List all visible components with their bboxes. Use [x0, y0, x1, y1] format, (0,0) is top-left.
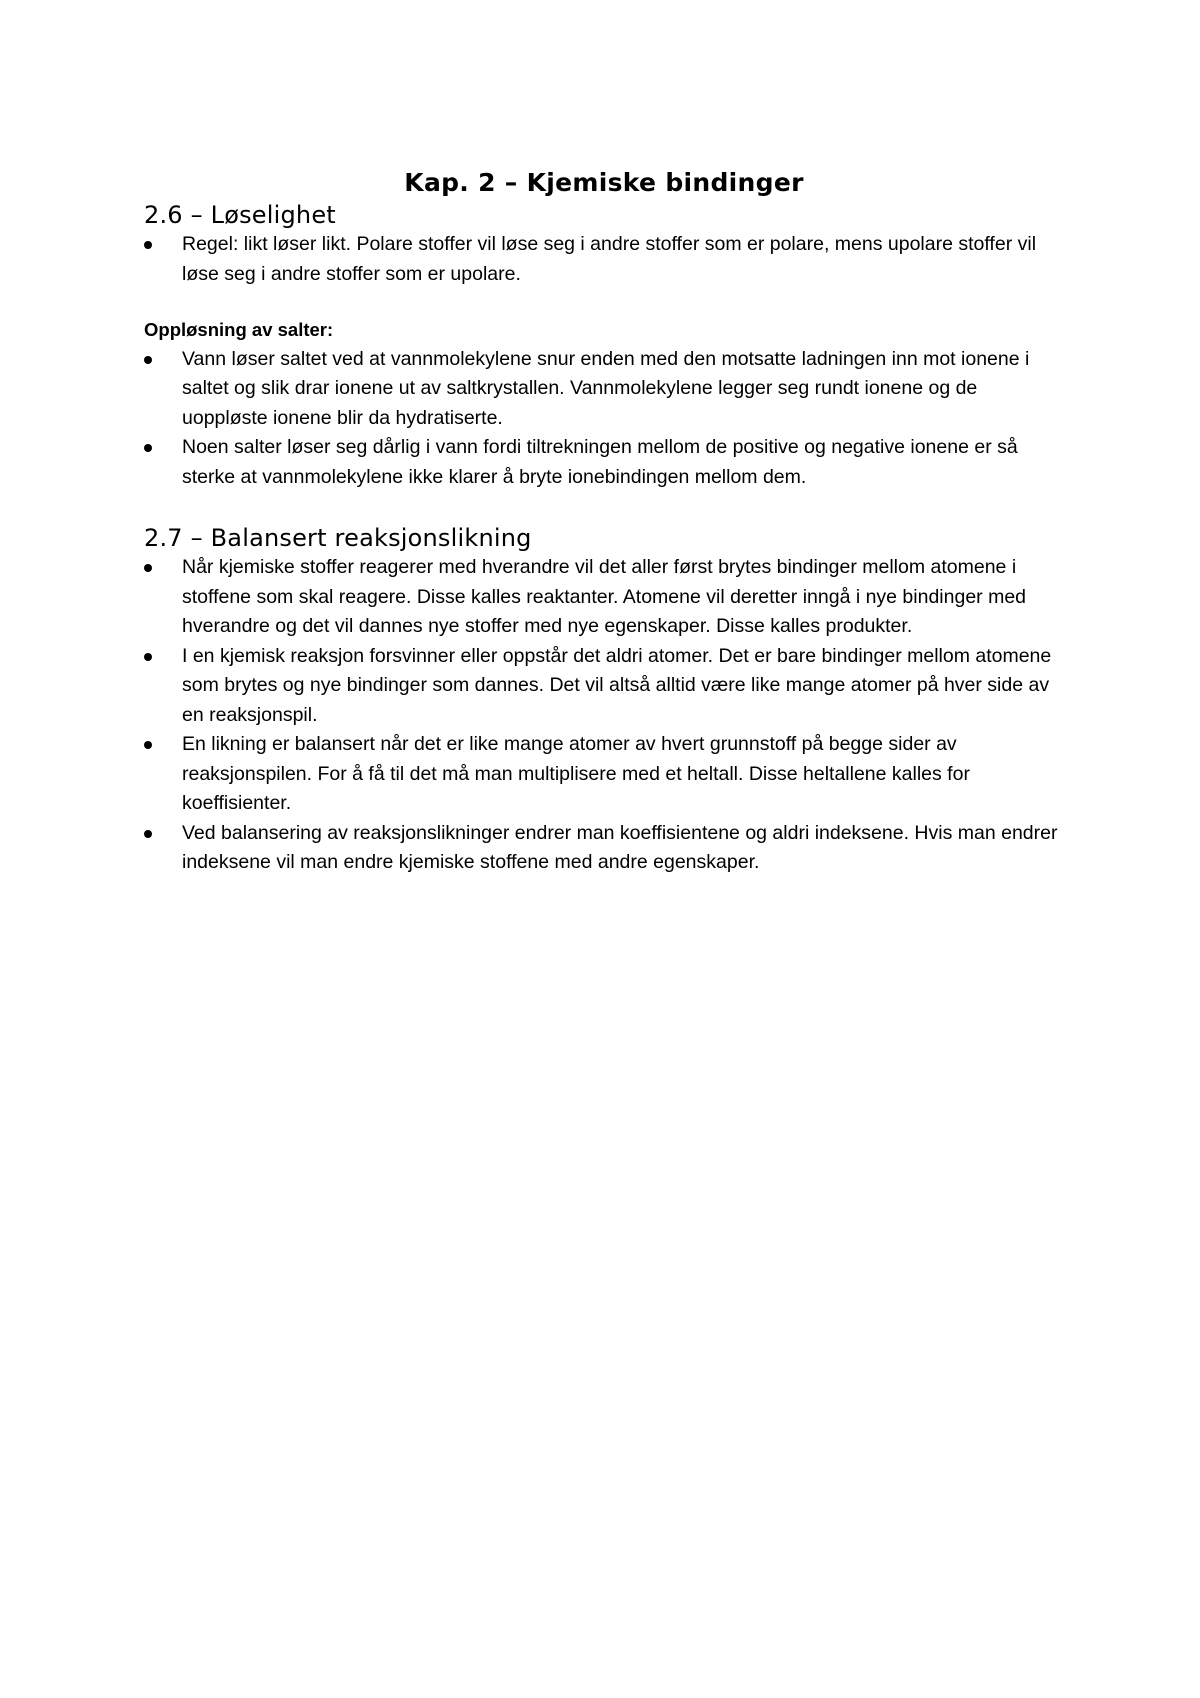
bullet-list-loselighet — [144, 230, 1064, 289]
list-item — [144, 433, 1064, 492]
section-heading-loselighet: 2.6 – Løselighet — [144, 201, 336, 229]
list-item-text: I en kjemisk reaksjon forsvinner eller oppstår det aldri atomer. Det er bare bindinger mellom atomene som brytes og nye bindinger som dannes. Det vil altså alltid være like mange atomer på hver side av en reaksjonspil. — [182, 644, 1052, 726]
list-item-text: Regel: likt løser likt. Polare stoffer vil løse seg i andre stoffer som er polare, mens upolare stoffer vil løse seg i andre stoffer som er upolare. — [182, 233, 1037, 285]
document-body — [144, 168, 1064, 878]
list-item — [144, 553, 1064, 642]
list-item-text: Ved balansering av reaksjonslikninger endrer man koeffisientene og aldri indeksene. Hvis man endrer indeksene vil man endre kjemiske stoffene med andre egenskaper. — [182, 821, 1058, 873]
section-heading-balansert-reaksjonslikning: 2.7 – Balansert reaksjonslikning — [144, 524, 532, 552]
list-item — [144, 642, 1064, 731]
bullet-icon — [144, 564, 152, 572]
bullet-icon — [144, 653, 152, 661]
subheading-opplosning-av-salter: Oppløsning av salter: — [144, 319, 334, 340]
bullet-list-reaksjonslikning — [144, 553, 1064, 878]
list-item — [144, 345, 1064, 434]
list-item-text: Noen salter løser seg dårlig i vann fordi tiltrekningen mellom de positive og negative ionene er så sterke at vannmolekylene ikke klarer å bryte ionebindingen mellom dem. — [182, 436, 1018, 488]
list-item — [144, 730, 1064, 819]
list-item-text: Når kjemiske stoffer reagerer med hverandre vil det aller først brytes bindinger mellom atomene i stoffene som skal reagere. Disse kalles reaktanter. Atomene vil deretter inngå i nye bindinger med hverandre og det vil dannes nye stoffer med nye egenskaper. Disse kalles produkter. — [182, 556, 1027, 637]
document-title: Kap. 2 – Kjemiske bindinger — [404, 168, 804, 197]
bullet-icon — [144, 444, 152, 452]
bullet-list-salter — [144, 345, 1064, 493]
list-item-text: En likning er balansert når det er like mange atomer av hvert grunnstoff på begge sider av reaksjonspilen. For å få til det må man multiplisere med et heltall. Disse heltallene kalles for koeffisienter. — [182, 733, 970, 814]
list-item — [144, 819, 1064, 878]
bullet-icon — [144, 830, 152, 838]
bullet-icon — [144, 356, 152, 364]
bullet-icon — [144, 741, 152, 749]
bullet-icon — [144, 241, 152, 249]
list-item-text: Vann løser saltet ved at vannmolekylene snur enden med den motsatte ladningen inn mot ionene i saltet og slik drar ionene ut av saltkrystallen. Vannmolekylene legger seg rundt ionene og de uoppløste ionene blir da hydratiserte. — [182, 347, 1030, 429]
list-item — [144, 230, 1064, 289]
